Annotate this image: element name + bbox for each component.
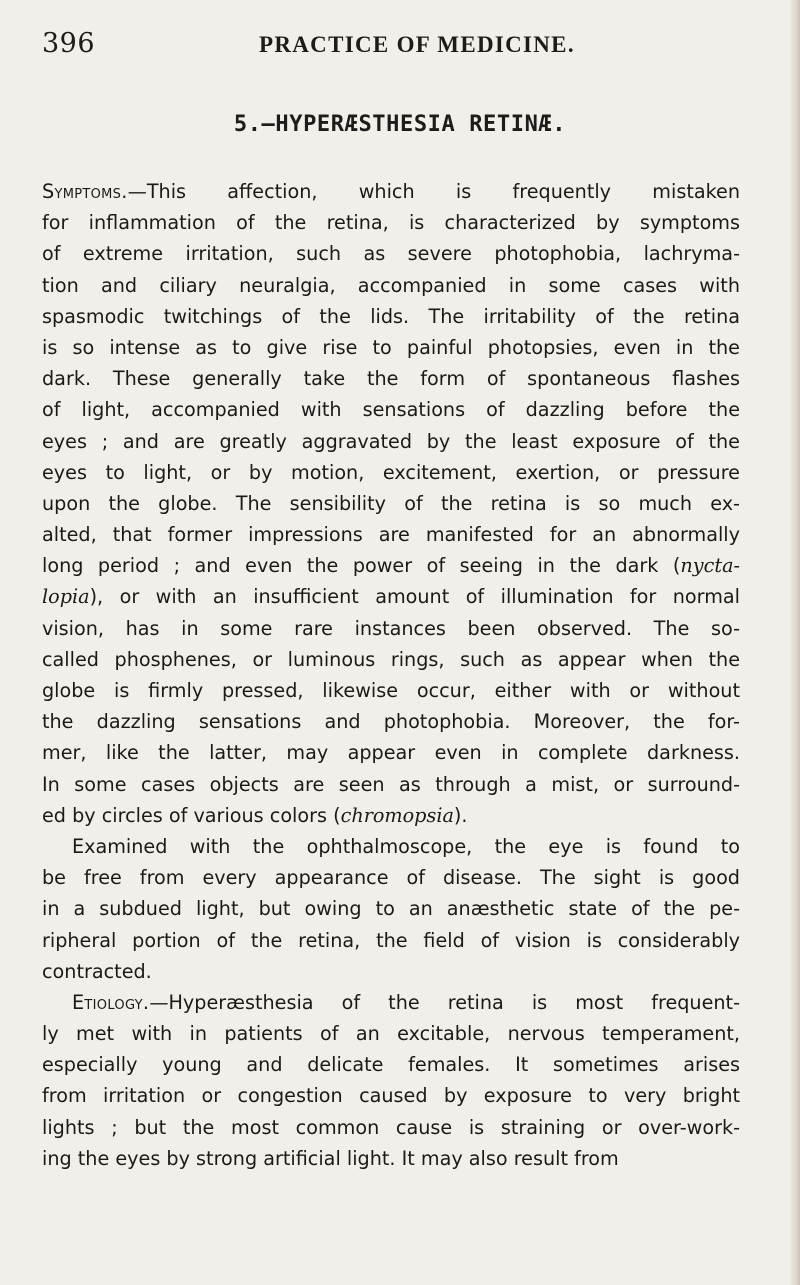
text-segment: ripheral portion of the retina, the field of vision is considerably — [42, 928, 740, 952]
text-line — [42, 270, 740, 301]
text-line — [42, 519, 740, 550]
running-title: PRACTICE OF MEDICINE. — [259, 32, 575, 57]
text-line — [42, 800, 740, 831]
italic-text: chromopsia — [340, 803, 454, 827]
text-line — [42, 893, 740, 924]
text-line — [42, 550, 740, 581]
text-line — [42, 332, 740, 363]
smallcaps-text: Etiology. — [72, 990, 150, 1014]
text-segment: lights ; but the most common cause is straining or over-work- — [42, 1115, 740, 1139]
text-segment: ). — [453, 803, 468, 827]
text-line — [42, 238, 740, 269]
text-line — [42, 644, 740, 675]
text-segment: ed by circles of various colors ( — [42, 803, 341, 827]
text-segment: Examined with the ophthalmoscope, the eye is found to — [72, 834, 740, 858]
text-line — [42, 426, 740, 457]
text-segment: be free from every appearance of disease. The sight is good — [42, 866, 740, 890]
text-segment: globe is firmly pressed, likewise occur, either with or without — [42, 679, 740, 702]
text-segment: —This affection, which is frequently mistaken — [127, 180, 740, 203]
text-segment: in a subdued light, but owing to an anæsthetic state of the pe- — [42, 897, 740, 921]
text-line — [42, 488, 740, 519]
text-line — [42, 457, 740, 488]
text-segment: ), or with an insufficient amount of illumination for normal — [89, 585, 740, 609]
text-segment: the dazzling sensations and photophobia. Moreover, the for- — [42, 710, 740, 734]
text-line — [42, 176, 740, 207]
text-segment: is so intense as to give rise to painful photopsies, even in the — [42, 335, 740, 359]
text-segment: spasmodic twitchings of the lids. The irritability of the retina — [42, 304, 740, 328]
paragraph — [42, 987, 740, 1174]
text-segment: of light, accompanied with sensations of dazzling before the — [42, 398, 740, 422]
text-line — [42, 675, 740, 706]
page-number: 396 — [42, 28, 96, 59]
text-line — [42, 987, 740, 1018]
italic-text: nycta- — [680, 554, 740, 578]
text-line — [42, 862, 740, 893]
section-heading: 5.—HYPERÆSTHESIA RETINÆ. — [233, 112, 567, 137]
text-line — [42, 1080, 740, 1111]
text-line — [42, 769, 740, 800]
text-segment: alted, that former impressions are manifested for an abnormally — [42, 523, 740, 547]
text-line — [42, 301, 740, 332]
text-segment: mer, like the latter, may appear even in complete darkness. — [42, 741, 740, 765]
text-segment: from irritation or congestion caused by exposure to very bright — [42, 1084, 740, 1108]
text-segment: contracted. — [42, 959, 152, 983]
text-line — [42, 1049, 740, 1080]
paragraph — [42, 831, 740, 987]
text-line — [42, 956, 740, 987]
page-edge — [790, 0, 800, 1285]
text-line — [42, 1018, 740, 1049]
text-segment: called phosphenes, or luminous rings, such as appear when the — [42, 647, 740, 671]
text-line — [42, 613, 740, 644]
text-line — [42, 363, 740, 394]
text-segment: of extreme irritation, such as severe photophobia, lachryma- — [42, 242, 740, 266]
text-line — [42, 581, 740, 612]
text-line — [42, 394, 740, 425]
body-text — [42, 176, 740, 1174]
text-segment: especially young and delicate females. It sometimes arises — [42, 1053, 740, 1077]
text-segment: tion and ciliary neuralgia, accompanied in some cases with — [42, 273, 740, 297]
text-line — [42, 706, 740, 737]
italic-text: lopia — [42, 585, 90, 609]
paragraph — [42, 176, 740, 831]
text-segment: upon the globe. The sensibility of the retina is so much ex- — [42, 491, 740, 515]
text-segment: dark. These generally take the form of spontaneous flashes — [42, 367, 740, 391]
text-segment: ly met with in patients of an excitable, nervous temperament, — [42, 1022, 740, 1046]
text-segment: ing the eyes by strong artificial light. It may also result from — [42, 1146, 619, 1170]
text-line — [42, 1112, 740, 1143]
text-line — [42, 1143, 740, 1174]
running-head — [42, 28, 742, 68]
smallcaps-text: Symptoms. — [42, 180, 128, 203]
text-line — [42, 207, 740, 238]
text-segment: for inflammation of the retina, is characterized by symptoms — [42, 211, 740, 235]
text-segment: In some cases objects are seen as through a mist, or surround- — [42, 772, 740, 796]
text-segment: long period ; and even the power of seeing in the dark ( — [42, 554, 681, 578]
text-segment: eyes ; and are greatly aggravated by the least exposure of the — [42, 429, 740, 453]
text-line — [42, 831, 740, 862]
text-line — [42, 737, 740, 768]
text-line — [42, 925, 740, 956]
text-segment: eyes to light, or by motion, excitement, exertion, or pressure — [42, 460, 740, 484]
text-segment: vision, has in some rare instances been observed. The so- — [42, 616, 740, 640]
text-segment: —Hyperæsthesia of the retina is most frequent- — [149, 990, 740, 1014]
